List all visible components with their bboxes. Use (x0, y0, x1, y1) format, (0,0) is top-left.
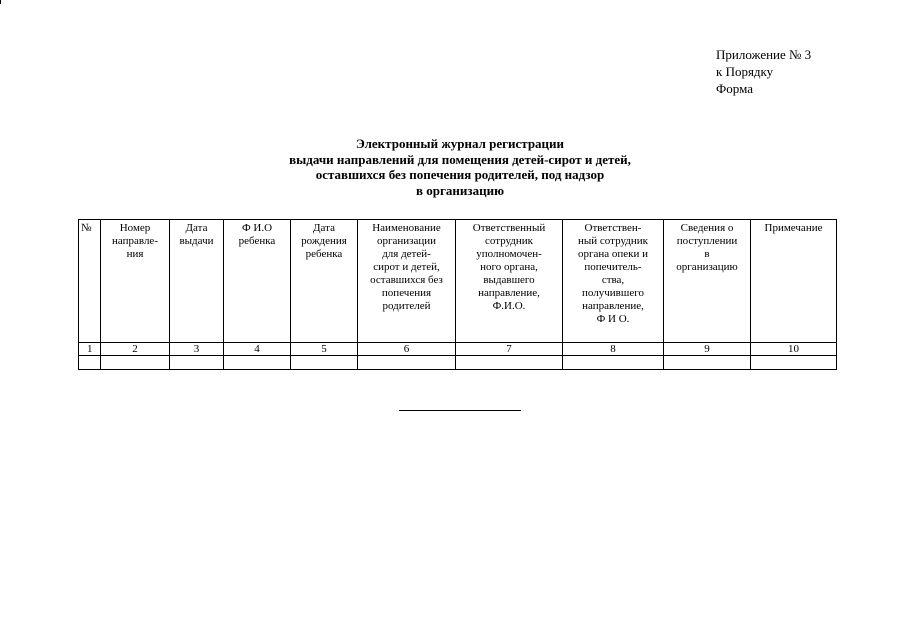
empty-cell (101, 356, 170, 370)
appendix-form-label: Форма (716, 81, 753, 96)
empty-cell (79, 356, 101, 370)
registration-journal-table (78, 219, 837, 370)
empty-cell (664, 356, 751, 370)
column-number-cell: 10 (751, 343, 837, 356)
column-number-cell: 6 (358, 343, 456, 356)
empty-cell (358, 356, 456, 370)
column-number-cell: 4 (224, 343, 291, 356)
header-cell-child-name: Ф И.О ребенка (224, 220, 291, 343)
header-cell-birth-date: Дата рождения ребенка (291, 220, 358, 343)
empty-cell (563, 356, 664, 370)
title-line: Электронный журнал регистрации (355, 136, 565, 151)
appendix-line: Приложение № 3 (716, 47, 812, 62)
appendix-line: к Порядку (716, 64, 774, 79)
document-title (230, 136, 690, 198)
signature-line (399, 410, 521, 411)
empty-cell (456, 356, 563, 370)
empty-cell (224, 356, 291, 370)
column-number-cell: 3 (170, 343, 224, 356)
table-header-row (79, 220, 837, 343)
header-cell-note: Примечание (751, 220, 837, 343)
header-cell-issue-date: Дата выдачи (170, 220, 224, 343)
title-line: в организацию (415, 182, 505, 198)
empty-cell (291, 356, 358, 370)
column-number-row (79, 343, 837, 356)
empty-cell (751, 356, 837, 370)
column-number-cell: 1 (79, 343, 101, 356)
column-number-cell: 9 (664, 343, 751, 356)
header-cell-receiving-officer: Ответствен- ный сотрудник органа опеки и попечитель- ства, получившего направление, Ф И О. (563, 220, 664, 343)
title-line: оставшихся без попечения родителей, под надзор (315, 167, 605, 182)
column-number-cell: 8 (563, 343, 664, 356)
empty-cell (170, 356, 224, 370)
header-cell-admission-info: Сведения о поступлении в организацию (664, 220, 751, 343)
appendix-note (716, 46, 811, 97)
column-number-cell: 5 (291, 343, 358, 356)
header-cell-number: № (79, 220, 101, 343)
title-line: выдачи направлений для помещения детей-сирот и детей, (289, 151, 631, 167)
column-number-cell: 7 (456, 343, 563, 356)
header-cell-organization-name: Наименование организации для детей- сирот и детей, оставшихся без попечения родителей (358, 220, 456, 343)
scan-corner-mark (0, 0, 1, 4)
empty-entry-row (79, 356, 837, 370)
header-cell-issuing-officer: Ответственный сотрудник уполномочен- ного органа, выдавшего направление, Ф.И.О. (456, 220, 563, 343)
header-cell-direction-number: Номер направле- ния (101, 220, 170, 343)
column-number-cell: 2 (101, 343, 170, 356)
